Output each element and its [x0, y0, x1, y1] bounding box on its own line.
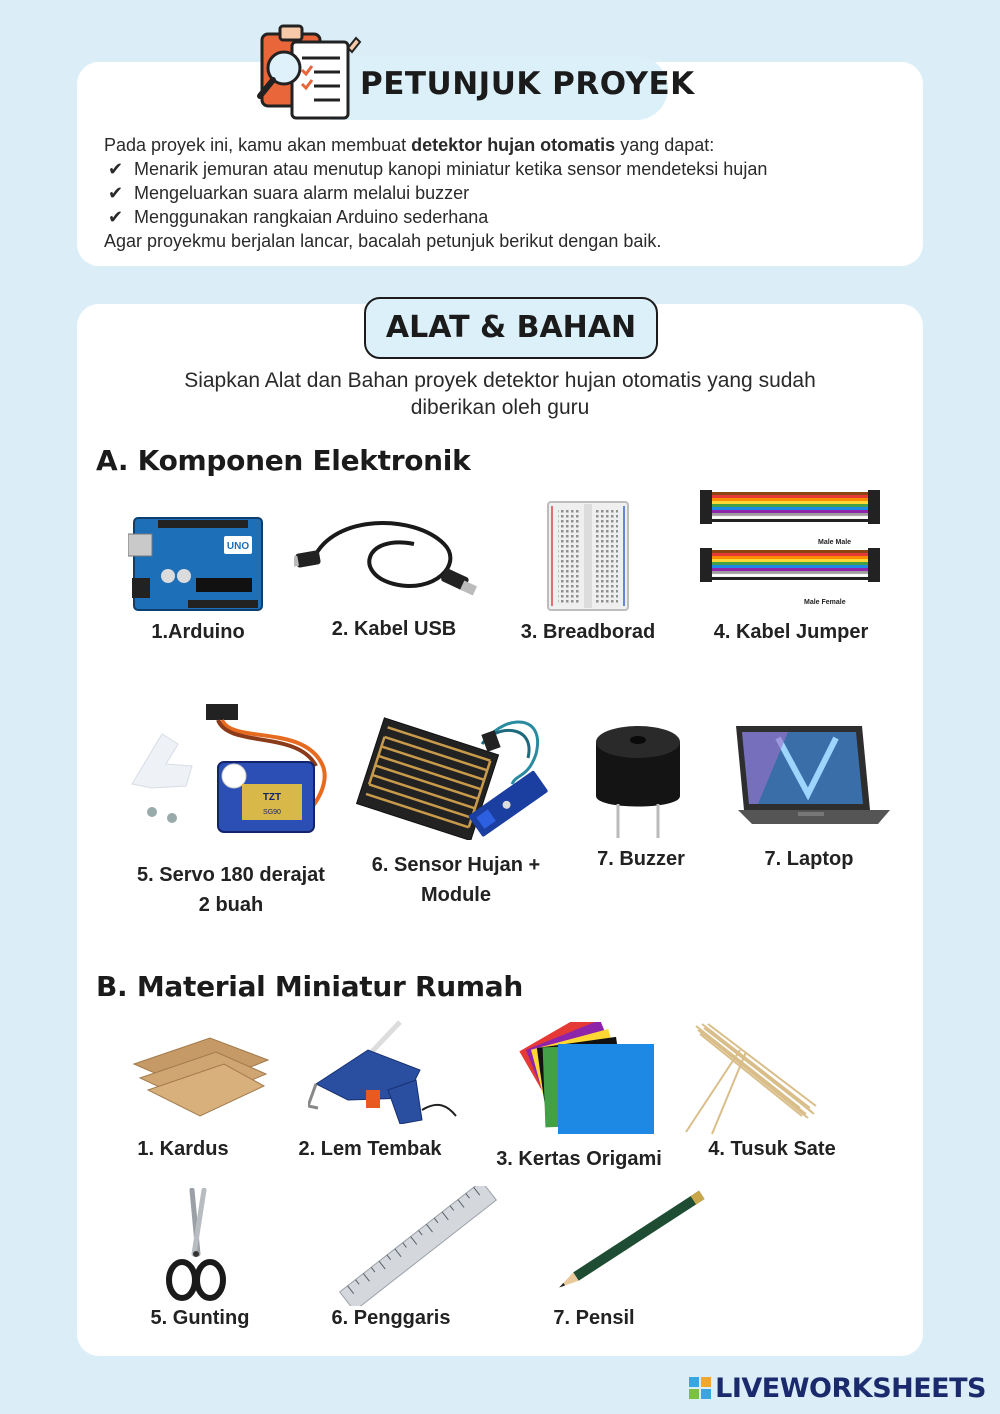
jumper-cable-image	[700, 484, 880, 608]
origami-paper-image	[494, 1022, 670, 1138]
bullet-item	[104, 157, 904, 181]
intro-line	[104, 133, 904, 157]
liveworksheets-logo	[689, 1373, 986, 1404]
item-label: 7. Laptop	[764, 848, 854, 870]
intro-closing: Agar proyekmu berjalan lancar, bacalah petunjuk berikut dengan baik.	[104, 231, 662, 251]
item-label: 5. Gunting	[150, 1307, 250, 1329]
bullet-text: Menggunakan rangkaian Arduino sederhana	[134, 207, 489, 227]
prep-text	[100, 367, 900, 421]
item-label-2: 2 buah	[198, 894, 264, 916]
cardboard-image	[130, 1030, 270, 1120]
intro-bold: detektor hujan otomatis	[411, 135, 616, 155]
materials-title: ALAT & BAHAN	[364, 297, 658, 359]
item-label: 2. Kabel USB	[331, 618, 457, 640]
bullet-item	[104, 205, 904, 229]
item-label: 6. Sensor Hujan +	[371, 854, 541, 876]
intro-prefix: Pada proyek ini, kamu akan membuat	[104, 135, 412, 155]
servo-image	[122, 704, 338, 844]
item-label: 5. Servo 180 derajat	[137, 864, 325, 886]
bullet-text: Mengeluarkan suara alarm melalui buzzer	[134, 183, 470, 203]
servo-model-text: SG90	[263, 809, 281, 816]
item-label: 7. Pensil	[553, 1307, 635, 1329]
section-a-heading: A. Komponen Elektronik	[96, 444, 471, 477]
prep-line: Siapkan Alat dan Bahan proyek detektor hujan otomatis yang sudah	[184, 369, 816, 392]
clipboard-icon	[252, 18, 362, 128]
item-label: 2. Lem Tembak	[298, 1138, 442, 1160]
item-label: 6. Penggaris	[331, 1307, 451, 1329]
uno-text: UNO	[226, 541, 250, 552]
liveworksheets-icon	[689, 1377, 711, 1399]
bullet-item	[104, 181, 904, 205]
item-label-2: Module	[421, 884, 491, 906]
glue-gun-image	[308, 1020, 458, 1124]
check-icon: ✔	[108, 183, 124, 203]
intro-text	[104, 133, 904, 253]
item-label: 7. Buzzer	[597, 848, 685, 870]
servo-brand-text: TZT	[262, 792, 282, 803]
male-male-text: Male Male	[818, 539, 852, 546]
arduino-image	[128, 512, 268, 612]
intro-suffix: yang dapat:	[615, 135, 715, 155]
skewer-image	[682, 1020, 822, 1136]
male-female-text: Male Female	[804, 599, 846, 606]
usb-cable-image	[294, 514, 484, 604]
item-label: 3. Kertas Origami	[496, 1148, 662, 1170]
item-label: 4. Kabel Jumper	[713, 621, 869, 643]
scissors-image	[164, 1188, 228, 1304]
item-label: 4. Tusuk Sate	[708, 1138, 836, 1160]
check-icon: ✔	[108, 159, 124, 179]
page-title: PETUNJUK PROYEK	[360, 66, 695, 102]
bullet-text: Menarik jemuran atau menutup kanopi miniatur ketika sensor mendeteksi hujan	[134, 159, 768, 179]
check-icon: ✔	[108, 207, 124, 227]
prep-line: diberikan oleh guru	[410, 396, 590, 419]
pencil-image	[546, 1190, 716, 1294]
item-label: 3. Breadborad	[520, 621, 656, 643]
brand-text: LIVEWORKSHEETS	[715, 1373, 986, 1404]
breadboard-image	[546, 500, 630, 612]
buzzer-image	[592, 714, 684, 842]
ruler-image	[338, 1186, 498, 1306]
laptop-image	[728, 724, 892, 830]
item-label: 1.Arduino	[151, 621, 245, 643]
rain-sensor-image	[356, 714, 556, 840]
section-b-heading: B. Material Miniatur Rumah	[96, 970, 523, 1003]
item-label: 1. Kardus	[137, 1138, 229, 1160]
